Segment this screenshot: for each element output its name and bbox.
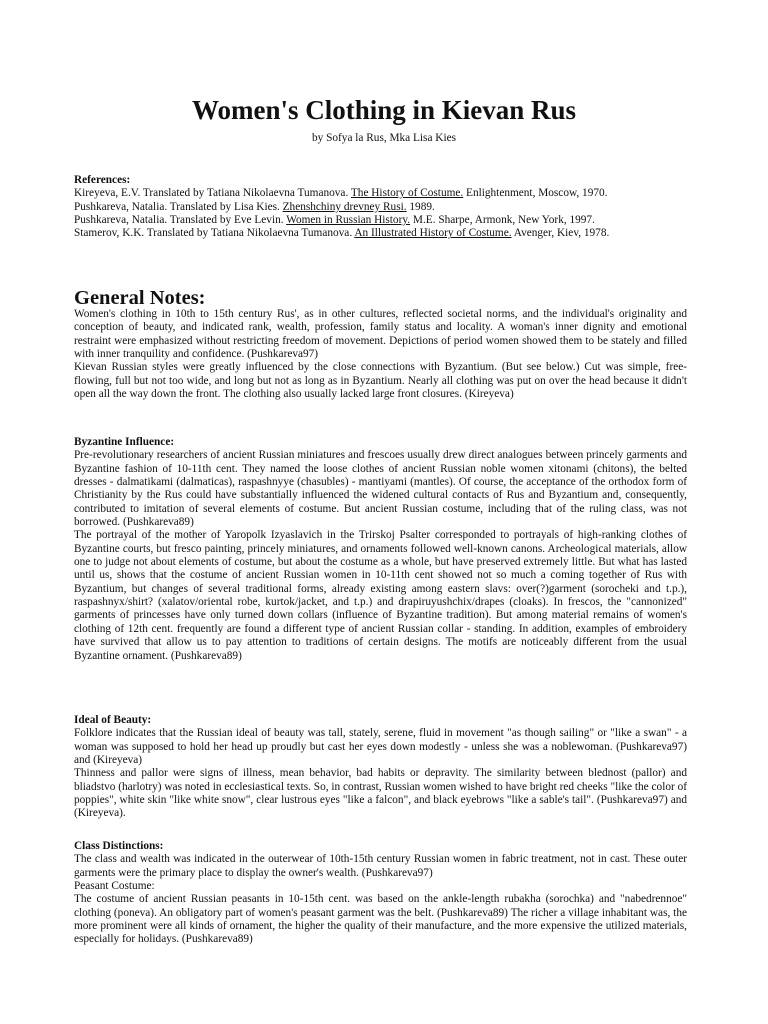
beauty-section <box>74 714 687 821</box>
byline: by Sofya la Rus, Mka Lisa Kies <box>311 132 457 144</box>
reference-title: An Illustrated History of Costume. <box>354 227 512 240</box>
class-section <box>74 840 687 947</box>
reference-title: The History of Costume. <box>350 187 464 200</box>
paragraph: Pre-revolutionary researchers of ancient Russian miniatures and frescoes usually drew direct analogues between princely garments and Byzantine fashion of 10-11th cent. They named the loose clothes of ancient Russian noble women xitonami (chitons), the belted dresses - dalmatikami (dalmaticas), raspashnyye (chasubles) - mantiyami (mantles). Of course, the acceptance of the orthodox form of Christianity by the Rus could have substantially influenced the widened cultural contacts of Rus and Byzantium and, consequently, contributed to imitation of several elements of costume. But ancient Russian costume, including that of the ruling class, was not borrowed. (Pushkareva89) <box>74 449 687 529</box>
reference-author: Pushkareva, Natalia. Translated by Eve Levin. <box>74 214 287 227</box>
section-heading: Byzantine Influence: <box>74 436 175 448</box>
reference-publisher: 1989. <box>406 200 435 213</box>
paragraph: The portrayal of the mother of Yaropolk Izyaslavich in the Trirskoj Psalter corresponded to portrayals of high-ranking clothes of Byzantine courts, but fresco painting, princely miniatures, and ornaments followed well-known canons. Archeological materials, allow one to judge not about elements of costume, but about the costume as a whole, but have preserved extremely little. But what has lasted until us, shows that the costume of ancient Russian women in 10-11th cent showed not so much a coming together of Rus with Byzantium, but changes of several traditional forms, already existing among eastern slavs: over(?)garment (sorocheki and t.p.), raspashnyx/shirt? (xalatov/oriental robe, kurtok/jacket, and t.p.) and drapiruyushchix/drapes (cloaks). In frescos, the "cannonized" garments of princesses have only turned down collars (influence of Byzantine tradition). But among material remains of women's clothing of 12th cent. frequently are found a different type of ancient Russian collar - standing. In addition, examples of embroidery have survived that allow us to pay attention to traditions of certain designs. The motifs are noticeably different from the usual Byzantine ornament. (Pushkareva89) <box>74 529 687 662</box>
reference-item <box>74 187 687 200</box>
document-title: Women's Clothing in Kievan Rus <box>191 95 577 125</box>
references-heading: References: <box>74 174 131 186</box>
paragraph: Folklore indicates that the Russian ideal of beauty was tall, stately, serene, fluid in movement "as though sailing" or "like a swan" - a woman was supposed to hold her head up proudly but cast her eyes down modestly - unless she was a noblewoman. (Pushkareva97) and (Kireyeva) <box>74 727 687 767</box>
reference-author: Stamerov, K.K. Translated by Tatiana Nikolaevna Tumanova. <box>74 227 355 240</box>
byzantine-section <box>74 436 687 663</box>
reference-publisher: Avenger, Kiev, 1978. <box>511 227 610 240</box>
reference-title: Women in Russian History. <box>286 214 411 227</box>
paragraph: Women's clothing in 10th to 15th century Rus', as in other cultures, reflected societal norms, and the individual's originality and conception of beauty, and indicated rank, wealth, profession, family status and locality. A woman's inner dignity and emotional restraint were emphasized without restricting freedom of movement. Depictions of period women showed them to be stately and filled with inner tranquility and confidence. (Pushkareva97) <box>74 308 687 361</box>
general-notes-heading: General Notes: <box>74 287 206 309</box>
subheading-peasant-costume: Peasant Costume: <box>74 880 155 893</box>
reference-publisher: Enlightenment, Moscow, 1970. <box>463 187 608 200</box>
reference-item <box>74 214 687 227</box>
reference-item <box>74 201 687 214</box>
reference-title: Zhenshchiny drevney Rusi. <box>282 200 407 213</box>
general-notes-section <box>74 308 687 401</box>
reference-author: Kireyeva, E.V. Translated by Tatiana Nikolaevna Tumanova. <box>74 187 351 200</box>
section-heading: Ideal of Beauty: <box>74 714 152 726</box>
reference-publisher: M.E. Sharpe, Armonk, New York, 1997. <box>410 214 595 227</box>
paragraph: Thinness and pallor were signs of illness, mean behavior, bad habits or depravity. The similarity between blednost (pallor) and bliadstvo (harlotry) was noted in ecclesiastical texts. So, in contrast, Russian women wished to have bright red cheeks "like the color of poppies", white skin "like white snow", clear lustrous eyes "like a falcon", and black eyebrows "like a sable's tail". (Pushkareva97) and (Kireyeva). <box>74 767 687 820</box>
reference-item <box>74 227 687 240</box>
paragraph: Kievan Russian styles were greatly influenced by the close connections with Byzantium. (But see below.) Cut was simple, free-flowing, full but not too wide, and long but not as long as in Byzantium. Nearly all clothing was put on over the head because it didn't open all the way down the front. The clothing also usually lacked large front closures. (Kireyeva) <box>74 361 687 401</box>
paragraph: The class and wealth was indicated in the outerwear of 10th-15th century Russian women in fabric treatment, not in cast. These outer garments were the primary place to display the owner's wealth. (Pushkareva97) <box>74 853 687 879</box>
section-heading: Class Distinctions: <box>74 840 164 852</box>
references-section <box>74 174 687 241</box>
paragraph: The costume of ancient Russian peasants in 10-15th cent. was based on the ankle-length rubakha (sorochka) and "nabedrennoe" clothing (poneva). An obligatory part of women's peasant garment was the belt. (Pushkareva89) The richer a village inhabitant was, the more prominent were all kinds of ornament, the higher the quality of their manufacture, and the more expensive the utilized materials, especially for holidays. (Pushkareva89) <box>74 893 687 946</box>
reference-author: Pushkareva, Natalia. Translated by Lisa Kies. <box>74 200 283 213</box>
